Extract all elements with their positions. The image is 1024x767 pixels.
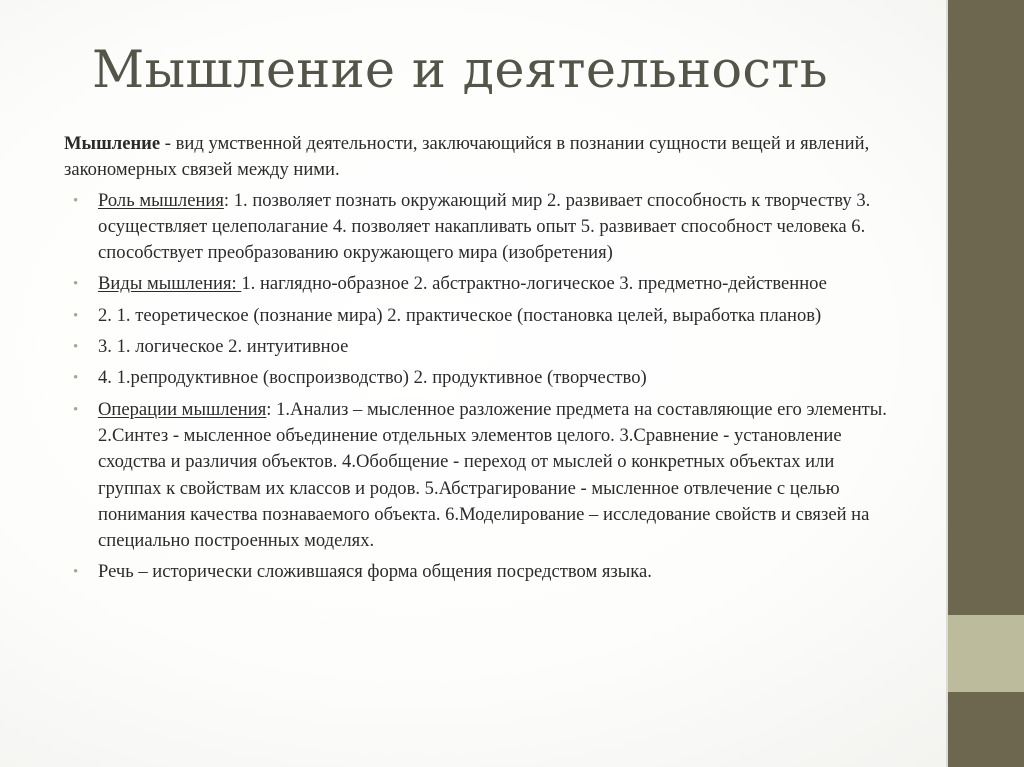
intro-paragraph (64, 131, 896, 184)
bullet-item-speech (73, 559, 896, 585)
side-accent-block (948, 615, 1024, 692)
bullet-item-operations (73, 397, 896, 555)
bullet-item-types-4 (73, 365, 896, 391)
bullet-icon: • (73, 276, 79, 293)
bullet-text: 3. 1. логическое 2. интуитивное (98, 336, 349, 358)
bullet-text: : 1.Анализ – мысленное разложение предмета на составляющие его элементы. 2.Синтез - мысленное объединение отдельных элементов целого. 3.Сравнение - установление сходства и различия объектов. 4.Обобщение - переход от мыслей о конкретных объектах или группах к свойствам их классов и родов. 5.Абстрагирование - мысленное отвлечение с целью понимания качества познаваемого объекта. 6.Моделирование – исследование свойств и связей на специально построенных моделях. (98, 398, 887, 552)
bullet-item-types-3 (73, 334, 896, 360)
bullet-text: Речь – исторически сложившаяся форма общения посредством языка. (98, 561, 652, 583)
bullet-icon: • (73, 339, 79, 356)
bullet-icon: • (73, 370, 79, 387)
bullet-text: 2. 1. теоретическое (познание мира) 2. практическое (постановка целей, выработка планов) (98, 304, 822, 326)
bullet-text: 4. 1.репродуктивное (воспроизводство) 2. продуктивное (творчество) (98, 367, 647, 389)
bullet-text: 1. наглядно-образное 2. абстрактно-логическое 3. предметно-действенное (241, 273, 827, 295)
bullet-icon: • (73, 307, 79, 324)
bullet-item-types-2 (73, 303, 896, 329)
slide-title: Мышление и деятельность (92, 41, 828, 100)
bullet-icon: • (73, 192, 79, 209)
slide-content (64, 131, 896, 591)
intro-term: Мышление (64, 133, 161, 154)
bullet-icon: • (73, 564, 79, 581)
bullet-item-role (73, 188, 896, 267)
bullet-text: : 1. позволяет познать окружающий мир 2. развивает способность к творчеству 3. осуществляет целеполагание 4. позволяет накапливать опыт 5. развивает способност человека 6. способствует преобразованию окружающего мира (изобретения) (98, 189, 871, 264)
bullet-term: Роль мышления (98, 189, 224, 211)
bullet-term: Виды мышления: (98, 273, 242, 295)
bullet-term: Операции мышления (98, 398, 267, 420)
bullet-item-types (73, 271, 896, 297)
intro-text: - вид умственной деятельности, заключающийся в познании сущности вещей и явлений, закономерных связей между ними. (64, 133, 870, 181)
bullet-list (64, 188, 896, 586)
bullet-icon: • (73, 401, 79, 418)
